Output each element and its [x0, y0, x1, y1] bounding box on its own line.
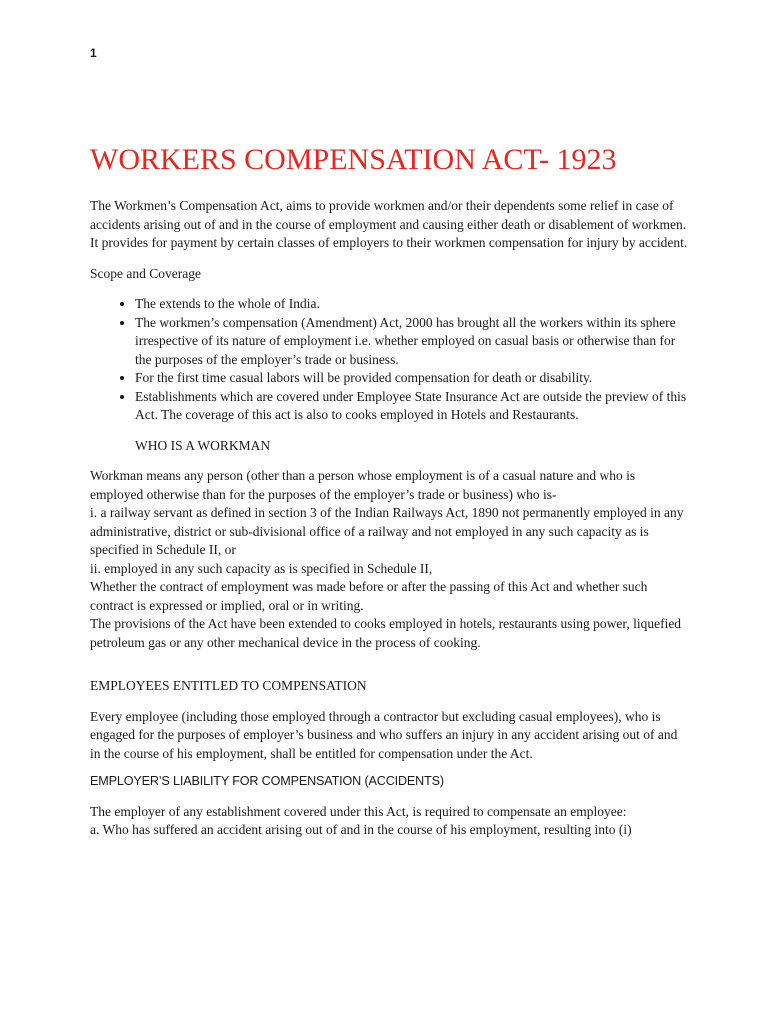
scope-heading: Scope and Coverage	[90, 265, 201, 281]
entitled-text: Every employee (including those employed through a contractor but excluding casual employees), who is engaged for the purposes of employer’s business and who suffers an injury in any accident arising out of and in the course of his employment, shall be entitled for compensation under the Act.	[90, 708, 678, 761]
scope-bullet-item: • The workmen’s compensation (Amendment) Act, 2000 has brought all the workers within its sphere irrespective of its nature of employment i.e. whether employed on casual basis or otherwise than for the purposes of the employer’s trade or business.	[135, 314, 690, 370]
intro-paragraph-2: It provides for payment by certain classes of employers to their workmen compensation for injury by accident.	[90, 235, 688, 250]
document-body	[90, 140, 690, 840]
document-title: WORKERS COMPENSATION ACT- 1923	[90, 143, 617, 176]
workman-heading: WHO IS A WORKMAN	[135, 437, 271, 453]
workman-clause-ii: ii. employed in any such capacity as is specified in Schedule II,	[90, 560, 433, 576]
scope-bullet-list	[90, 295, 690, 425]
workman-clause-i: i. a railway servant as defined in section 3 of the Indian Railways Act, 1890 not permanently employed in any administrative, district or sub-divisional office of a railway and not employed in any such capacity as is specified in Schedule II, or	[90, 505, 684, 557]
liability-heading: EMPLOYER’S LIABILITY FOR COMPENSATION (ACCIDENTS)	[90, 774, 444, 788]
page-number: 1	[90, 46, 97, 60]
workman-provisions: The provisions of the Act have been extended to cooks employed in hotels, restaurants using power, liquefied petroleum gas or any other mechanical device in the process of cooking.	[90, 616, 682, 650]
liability-text: The employer of any establishment covered under this Act, is required to compensate an employee:	[90, 803, 627, 819]
workman-contract: Whether the contract of employment was made before or after the passing of this Act and whether such contract is expressed or implied, oral or in writing.	[90, 579, 648, 613]
scope-bullet-item: • The extends to the whole of India.	[135, 295, 690, 314]
scope-bullet-item: • Establishments which are covered under Employee State Insurance Act are outside the preview of this Act. The coverage of this act is also to cooks employed in Hotels and Restaurants.	[135, 388, 690, 425]
liability-clause-a: a. Who has suffered an accident arising out of and in the course of his employment, resulting into (i)	[90, 822, 632, 837]
workman-definition: Workman means any person (other than a person whose employment is of a casual nature and who is employed otherwise than for the purposes of the employer’s trade or business) who is-	[90, 468, 636, 502]
entitled-heading: EMPLOYEES ENTITLED TO COMPENSATION	[90, 678, 367, 693]
intro-paragraph-1: The Workmen’s Compensation Act, aims to provide workmen and/or their dependents some relief in case of accidents arising out of and in the course of employment and causing either death or disablement of workmen.	[90, 198, 687, 232]
scope-bullet-item: • For the first time casual labors will be provided compensation for death or disability.	[135, 369, 690, 388]
